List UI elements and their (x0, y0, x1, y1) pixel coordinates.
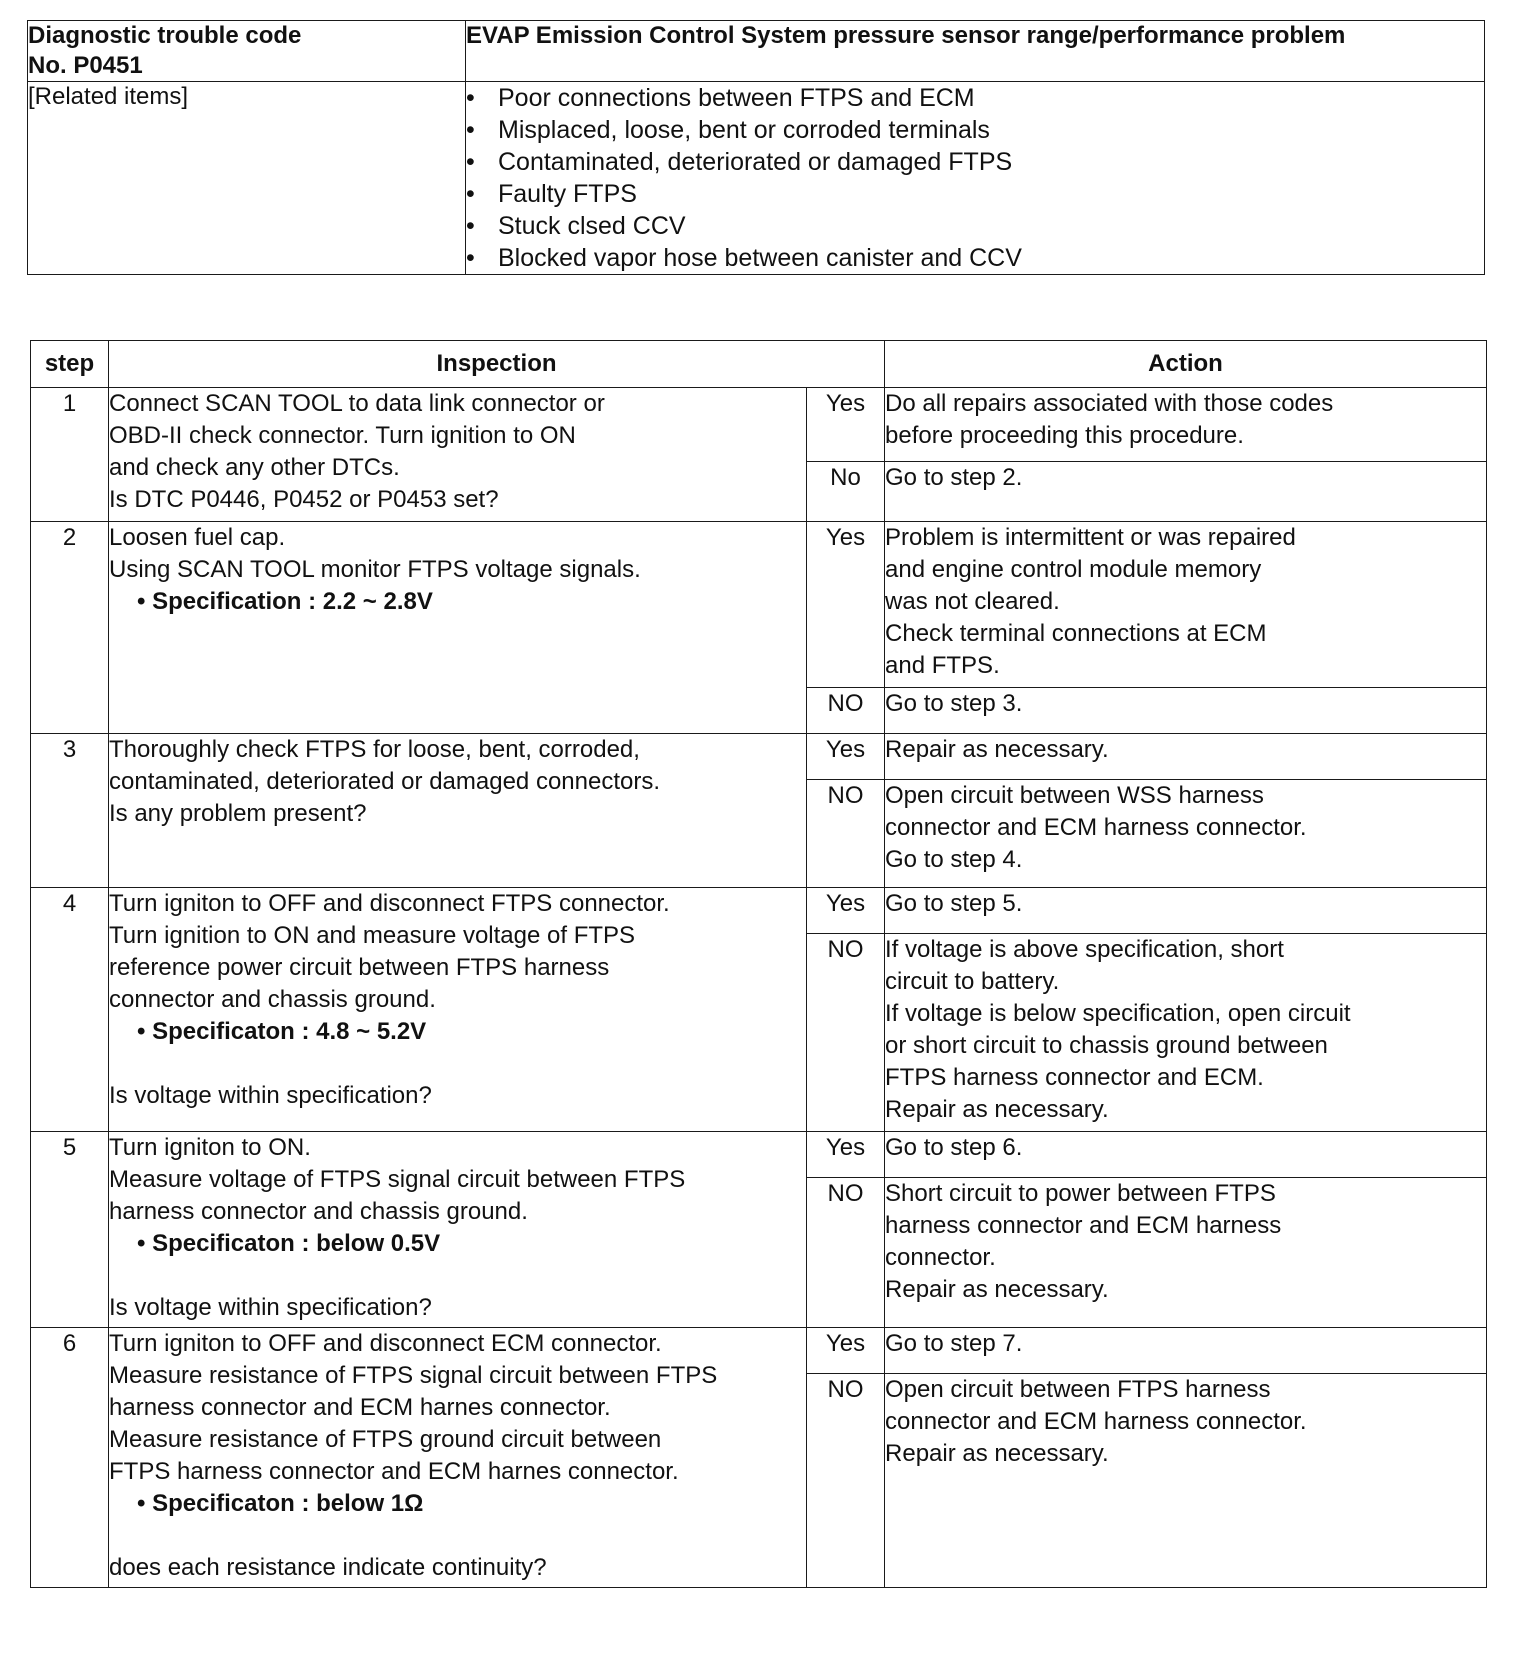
inspection-line: Turn igniton to OFF and disconnect ECM connector. (109, 1330, 662, 1357)
action-line: Open circuit between WSS harness (885, 782, 1264, 809)
inspection-line: Measure voltage of FTPS signal circuit between FTPS (109, 1166, 686, 1193)
related-item: • Contaminated, deteriorated or damaged FTPS (466, 146, 1484, 178)
inspection-line: Is any problem present? (109, 800, 367, 827)
no-action (885, 688, 1487, 734)
action-line: Do all repairs associated with those codes (885, 390, 1334, 417)
yes-label: Yes (807, 888, 885, 934)
col-header-action: Action (885, 341, 1487, 388)
action-line: harness connector and ECM harness (885, 1212, 1282, 1239)
action-line: Short circuit to power between FTPS (885, 1180, 1276, 1207)
inspection-line: Measure resistance of FTPS ground circuit between (109, 1426, 662, 1453)
action-line: and engine control module memory (885, 556, 1262, 583)
inspection-question: does each resistance indicate continuity? (109, 1554, 547, 1581)
action-line: If voltage is above specification, short (885, 936, 1284, 963)
action-line: Repair as necessary. (885, 1276, 1109, 1303)
dtc-code-cell (28, 21, 466, 82)
action-line: Go to step 2. (885, 464, 1023, 491)
step-row (31, 388, 1487, 462)
action-line: Repair as necessary. (885, 1440, 1109, 1467)
step-number: 5 (31, 1132, 109, 1328)
related-item: • Blocked vapor hose between canister and CCV (466, 242, 1484, 274)
step-inspection (109, 388, 807, 522)
dtc-code-number: No. P0451 (28, 52, 143, 79)
yes-action (885, 1328, 1487, 1374)
inspection-line: Connect SCAN TOOL to data link connector or (109, 390, 605, 417)
step-row (31, 1132, 1487, 1178)
action-line: connector. (885, 1244, 996, 1271)
yes-label: Yes (807, 1328, 885, 1374)
related-item: • Misplaced, loose, bent or corroded terminals (466, 114, 1484, 146)
inspection-line: Loosen fuel cap. (109, 524, 286, 551)
action-line: Problem is intermittent or was repaired (885, 524, 1296, 551)
col-header-inspection: Inspection (109, 341, 885, 388)
action-line: Go to step 5. (885, 890, 1023, 917)
related-item: • Stuck clsed CCV (466, 210, 1484, 242)
yes-action (885, 888, 1487, 934)
action-line: before proceeding this procedure. (885, 422, 1244, 449)
step-row (31, 1328, 1487, 1374)
inspection-line: contaminated, deteriorated or damaged connectors. (109, 768, 661, 795)
action-line: Go to step 3. (885, 690, 1023, 717)
yes-label: Yes (807, 1132, 885, 1178)
related-items-cell (466, 82, 1485, 275)
action-line: If voltage is below specification, open circuit (885, 1000, 1351, 1027)
action-line: connector and ECM harness connector. (885, 814, 1307, 841)
no-label: NO (807, 1374, 885, 1588)
inspection-line: Using SCAN TOOL monitor FTPS voltage signals. (109, 556, 641, 583)
step-number: 1 (31, 388, 109, 522)
specification: • Specification : 2.2 ~ 2.8V (109, 586, 806, 618)
no-action (885, 780, 1487, 888)
no-label: NO (807, 688, 885, 734)
inspection-line: Thoroughly check FTPS for loose, bent, corroded, (109, 736, 640, 763)
no-action (885, 1374, 1487, 1588)
action-line: circuit to battery. (885, 968, 1060, 995)
yes-label: Yes (807, 522, 885, 688)
inspection-line: and check any other DTCs. (109, 454, 400, 481)
dtc-header-row (28, 21, 1485, 82)
inspection-line: OBD-II check connector. Turn ignition to ON (109, 422, 576, 449)
inspection-line: connector and chassis ground. (109, 986, 436, 1013)
inspection-line: harness connector and ECM harnes connector. (109, 1394, 611, 1421)
specification: • Specificaton : below 1Ω (109, 1488, 806, 1520)
action-line: and FTPS. (885, 652, 1000, 679)
step-inspection (109, 522, 807, 734)
col-header-step: step (31, 341, 109, 388)
inspection-line: Turn igniton to ON. (109, 1134, 311, 1161)
specification: • Specificaton : below 0.5V (109, 1228, 806, 1260)
related-items-label: [Related items] (28, 82, 466, 275)
step-number: 4 (31, 888, 109, 1132)
action-line: connector and ECM harness connector. (885, 1408, 1307, 1435)
dtc-info-table (27, 20, 1485, 275)
inspection-line: Turn igniton to OFF and disconnect FTPS connector. (109, 890, 670, 917)
action-line: or short circuit to chassis ground between (885, 1032, 1328, 1059)
specification: • Specificaton : 4.8 ~ 5.2V (109, 1016, 806, 1048)
inspection-line: harness connector and chassis ground. (109, 1198, 528, 1225)
yes-label: Yes (807, 734, 885, 780)
inspection-line: reference power circuit between FTPS harness (109, 954, 610, 981)
step-row (31, 734, 1487, 780)
yes-action (885, 388, 1487, 462)
related-item: • Faulty FTPS (466, 178, 1484, 210)
inspection-line: Measure resistance of FTPS signal circuit between FTPS (109, 1362, 718, 1389)
action-line: Go to step 6. (885, 1134, 1023, 1161)
dtc-code-label: Diagnostic trouble code (28, 22, 302, 49)
no-label: NO (807, 780, 885, 888)
procedure-table (30, 340, 1487, 1588)
no-action (885, 934, 1487, 1132)
action-line: Go to step 4. (885, 846, 1023, 873)
action-line: Open circuit between FTPS harness (885, 1376, 1271, 1403)
no-label: No (807, 462, 885, 522)
step-inspection (109, 1328, 807, 1588)
table-header-row (31, 341, 1487, 388)
step-row (31, 888, 1487, 934)
action-line: Repair as necessary. (885, 1096, 1109, 1123)
inspection-question: Is voltage within specification? (109, 1082, 432, 1109)
step-row (31, 522, 1487, 688)
related-item: • Poor connections between FTPS and ECM (466, 82, 1484, 114)
action-line: Go to step 7. (885, 1330, 1023, 1357)
step-inspection (109, 734, 807, 888)
inspection-line: Turn ignition to ON and measure voltage of FTPS (109, 922, 636, 949)
action-line: Check terminal connections at ECM (885, 620, 1267, 647)
related-items-list (466, 82, 1484, 274)
inspection-question: Is voltage within specification? (109, 1294, 432, 1321)
action-line: Repair as necessary. (885, 736, 1109, 763)
step-inspection (109, 888, 807, 1132)
no-action (885, 1178, 1487, 1328)
action-line: was not cleared. (885, 588, 1060, 615)
yes-action (885, 522, 1487, 688)
step-number: 3 (31, 734, 109, 888)
no-action (885, 462, 1487, 522)
inspection-line: FTPS harness connector and ECM harnes connector. (109, 1458, 679, 1485)
no-label: NO (807, 1178, 885, 1328)
step-inspection (109, 1132, 807, 1328)
yes-action (885, 1132, 1487, 1178)
inspection-line: Is DTC P0446, P0452 or P0453 set? (109, 486, 499, 513)
related-items-row (28, 82, 1485, 275)
yes-label: Yes (807, 388, 885, 462)
action-line: FTPS harness connector and ECM. (885, 1064, 1264, 1091)
no-label: NO (807, 934, 885, 1132)
step-number: 6 (31, 1328, 109, 1588)
yes-action (885, 734, 1487, 780)
step-number: 2 (31, 522, 109, 734)
dtc-title: EVAP Emission Control System pressure sensor range/performance problem (466, 21, 1485, 82)
